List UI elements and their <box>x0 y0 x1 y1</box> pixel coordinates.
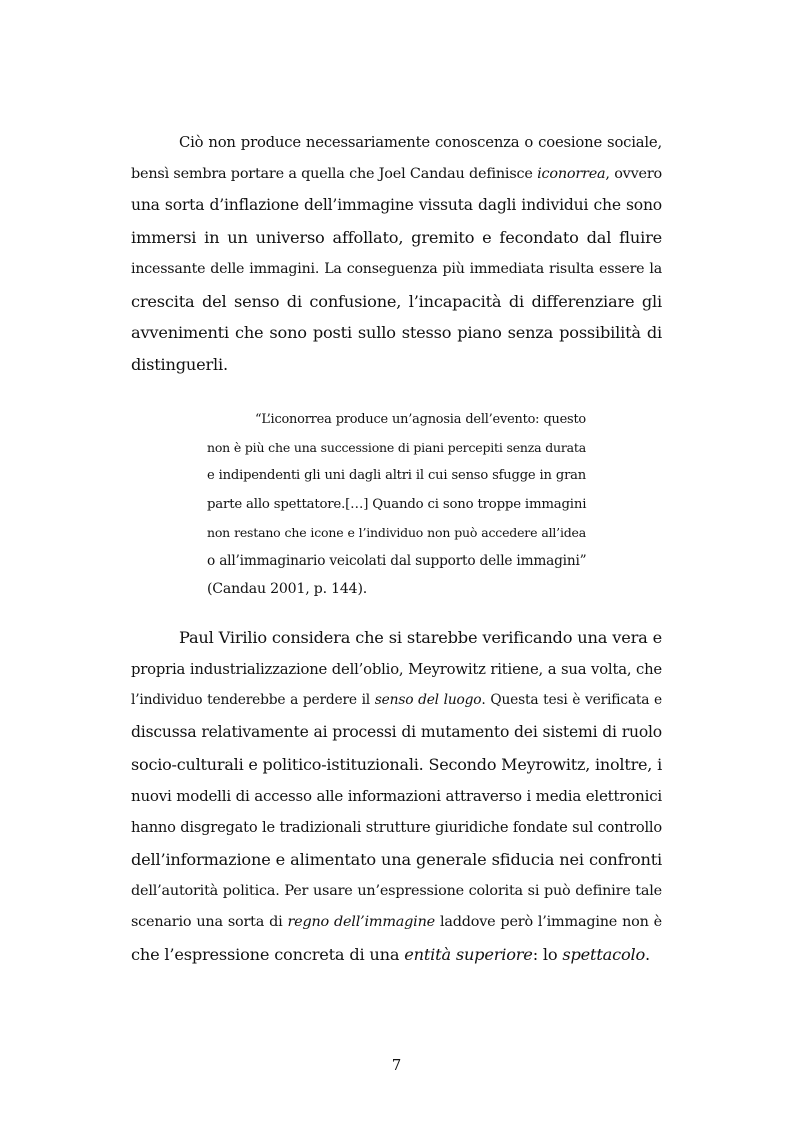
text-line <box>131 907 662 939</box>
text-line: distinguerli. <box>131 354 228 374</box>
text-line: hanno disgregato le tradizionali strutture giuridiche fondate sul controllo <box>131 819 662 837</box>
text-line: dell’autorità politica. Per usare un’espressione colorita si può definire tale <box>131 882 662 899</box>
text-span: scenario una sorta di <box>131 914 288 931</box>
italic-term: regno dell’immagine <box>287 914 435 931</box>
text-span: , ovvero <box>605 165 662 182</box>
quote-line: “L’iconorrea produce un’agnosia dell’evento: questo <box>255 412 586 427</box>
block-quote <box>207 406 586 603</box>
italic-term: senso del luogo <box>374 692 482 709</box>
text-line: incessante delle immagini. La conseguenza più immediata risulta essere la <box>131 260 662 277</box>
text-line: propria industrializzazione dell’oblio, Meyrowitz ritiene, a sua volta, che <box>131 660 662 678</box>
text-line: Paul Virilio considera che si starebbe verificando una vera e <box>179 628 662 647</box>
quote-line: parte allo spettatore.[…] Quando ci sono troppe immagini <box>207 496 587 512</box>
paragraph-2 <box>131 622 662 971</box>
italic-term: iconorrea <box>537 165 606 182</box>
quote-line: o all’immaginario veicolati dal supporto delle immagini” <box>207 553 587 570</box>
page-number: 7 <box>391 1056 402 1074</box>
text-span: . <box>645 945 650 965</box>
text-line <box>131 939 662 971</box>
text-span: laddove però l’immagine non è <box>434 914 662 931</box>
text-span: che l’espressione concreta di una <box>131 945 405 965</box>
text-line: crescita del senso di confusione, l’incapacità di differenziare gli <box>131 291 662 311</box>
text-line: dell’informazione e alimentato una generale sfiducia nei confronti <box>131 849 662 869</box>
quote-line: non è più che una successione di piani percepiti senza durata <box>207 440 586 456</box>
paragraph-1 <box>131 127 662 381</box>
text-line: immersi in un universo affollato, gremito e fecondato dal fluire <box>131 228 662 248</box>
text-line: discussa relativamente ai processi di mutamento dei sistemi di ruolo <box>131 723 662 742</box>
text-line: socio-culturali e politico-istituzionali. Secondo Meyrowitz, inoltre, i <box>131 754 662 774</box>
quote-citation: (Candau 2001, p. 144). <box>207 581 368 598</box>
text-span: bensì sembra portare a quella che Joel Candau definisce <box>131 165 538 182</box>
text-span: . Questa tesi è verificata e <box>481 692 662 709</box>
italic-term: spettacolo <box>562 945 646 965</box>
text-line: nuovi modelli di accesso alle informazioni attraverso i media elettronici <box>131 786 662 805</box>
text-line <box>131 685 662 717</box>
text-line: avvenimenti che sono posti sullo stesso piano senza possibilità di <box>131 323 662 343</box>
quote-line: e indipendenti gli uni dagli altri il cui senso sfugge in gran <box>207 468 586 484</box>
text-span: : lo <box>532 945 563 965</box>
text-span: l’individuo tenderebbe a perdere il <box>131 692 375 709</box>
text-line <box>131 159 662 191</box>
italic-term: entità superiore <box>404 945 533 965</box>
text-line: Ciò non produce necessariamente conoscenza o coesione sociale, <box>179 134 662 151</box>
quote-line: non restano che icone e l’individuo non può accedere all’idea <box>207 524 586 540</box>
text-line: una sorta d’inflazione dell’immagine vissuta dagli individui che sono <box>131 196 662 215</box>
